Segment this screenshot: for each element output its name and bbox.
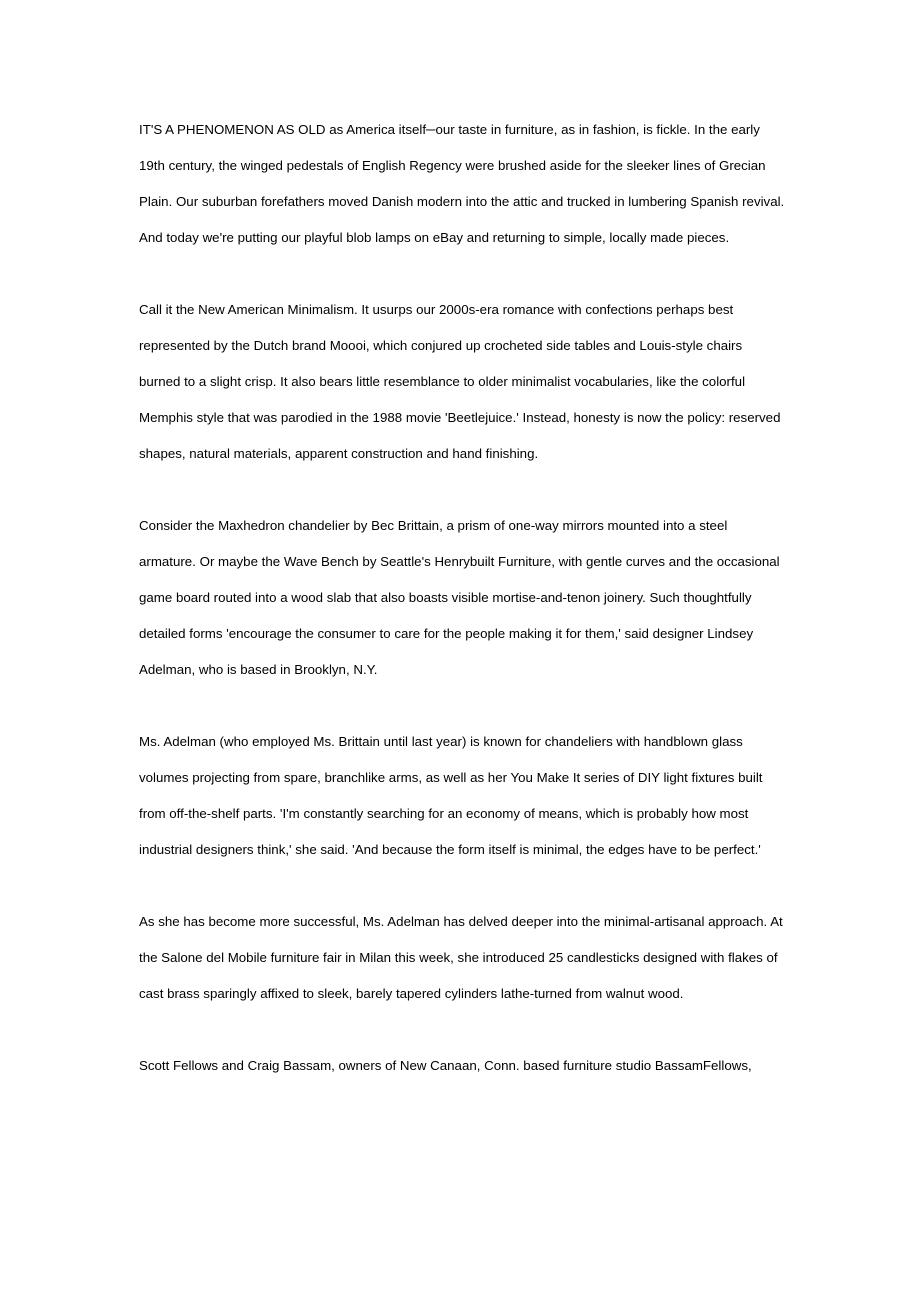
paragraph-3: Consider the Maxhedron chandelier by Bec Brittain, a prism of one-way mirrors mounted into a steel armature. Or maybe the Wave Bench by Seattle's Henrybuilt Furniture, with gentle curves and the occasional game board routed into a wood slab that also boasts visible mortise-and-tenon joinery. Such thoughtfully detailed forms 'encourage the consumer to care for the people making it for them,' said designer Lindsey Adelman, who is based in Brooklyn, N.Y. — [139, 518, 780, 677]
paragraph-4: Ms. Adelman (who employed Ms. Brittain until last year) is known for chandeliers with handblown glass volumes projecting from spare, branchlike arms, as well as her You Make It series of DIY light fixtures built from off-the-shelf parts. 'I'm constantly searching for an economy of means, which is probably how most industrial designers think,' she said. 'And because the form itself is minimal, the edges have to be perfect.' — [139, 734, 763, 857]
paragraph-1: IT'S A PHENOMENON AS OLD as America itself─our taste in furniture, as in fashion, is fickle. In the early 19th century, the winged pedestals of English Regency were brushed aside for the sleeker lines of Grecian Plain. Our suburban forefathers moved Danish modern into the attic and trucked in lumbering Spanish revival. And today we're putting our playful blob lamps on eBay and returning to simple, locally made pieces. — [139, 122, 785, 245]
document-page — [139, 112, 787, 1120]
paragraph-2: Call it the New American Minimalism. It usurps our 2000s-era romance with confections perhaps best represented by the Dutch brand Moooi, which conjured up crocheted side tables and Louis-style chairs burned to a slight crisp. It also bears little resemblance to older minimalist vocabularies, like the colorful Memphis style that was parodied in the 1988 movie 'Beetlejuice.' Instead, honesty is now the policy: reserved shapes, natural materials, apparent construction and hand finishing. — [139, 302, 781, 461]
paragraph-5: As she has become more successful, Ms. Adelman has delved deeper into the minimal-artisanal approach. At the Salone del Mobile furniture fair in Milan this week, she introduced 25 candlesticks designed with flakes of cast brass sparingly affixed to sleek, barely tapered cylinders lathe-turned from walnut wood. — [139, 914, 783, 1001]
paragraph-6: Scott Fellows and Craig Bassam, owners of New Canaan, Conn. based furniture studio BassamFellows, — [139, 1058, 752, 1073]
